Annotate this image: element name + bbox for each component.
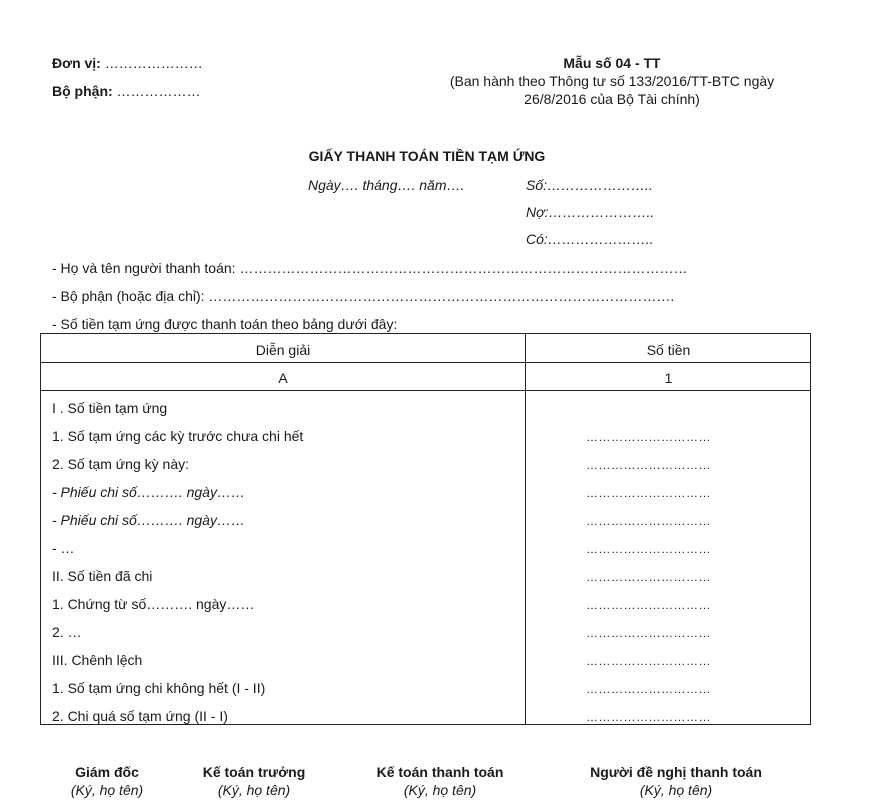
unit-label: Đơn vị:: [52, 55, 101, 71]
signature-note: (Ký, họ tên): [403, 782, 477, 798]
payer-name-field: - Họ và tên người thanh toán: ……………………………………………………………………………………: [52, 260, 688, 276]
page-title: GIẤY THANH TOÁN TIỀN TẠM ỨNG: [308, 148, 546, 164]
signature-title: Kế toán thanh toán: [376, 764, 504, 780]
issued-line-1: (Ban hành theo Thông tư số 133/2016/TT-BTC ngày: [449, 73, 775, 89]
table-row-label: II. Số tiền đã chi: [52, 568, 153, 584]
ref-co: Có:…………………..: [526, 231, 654, 247]
dept-line: [52, 83, 201, 99]
table-intro: - Số tiền tạm ứng được thanh toán theo bảng dưới đây:: [52, 316, 398, 332]
signature-title: Kế toán trưởng: [202, 764, 306, 780]
table-row-label: 2. …: [52, 624, 82, 640]
unit-line: [52, 55, 203, 71]
signature-note: (Ký, họ tên): [217, 782, 291, 798]
table-row-label: 1. Chứng từ số………. ngày……: [52, 596, 255, 612]
table-row-amount: …………………………: [586, 710, 711, 724]
signature-title: Giám đốc: [75, 764, 139, 780]
table-row-amount: …………………………: [586, 542, 711, 556]
signature-note: (Ký, họ tên): [639, 782, 713, 798]
table-row-label: - Phiếu chi số………. ngày……: [52, 484, 245, 500]
dept-dots: ………………: [112, 83, 201, 99]
table-row-amount: …………………………: [586, 682, 711, 696]
signature-title: Người đề nghị thanh toán: [590, 764, 762, 780]
date-line: Ngày…. tháng…. năm….: [308, 177, 465, 193]
settlement-table: [40, 333, 811, 725]
ref-so: Số:…………………..: [526, 177, 653, 193]
table-row-amount: …………………………: [586, 458, 711, 472]
table-row-amount: …………………………: [586, 598, 711, 612]
column-code-amount: 1: [664, 370, 673, 386]
table-row-label: III. Chênh lệch: [52, 652, 143, 668]
table-row-amount: …………………………: [586, 430, 711, 444]
signature-chief-accountant: [178, 764, 330, 798]
column-divider: [525, 334, 526, 724]
signature-payment-accountant: [355, 764, 525, 798]
column-code-description: A: [278, 370, 288, 386]
header-divider: [41, 362, 810, 363]
signature-requester: [566, 764, 786, 798]
signature-director: [42, 764, 172, 798]
form-number: Mẫu số 04 - TT: [563, 55, 661, 71]
table-row-amount: …………………………: [586, 570, 711, 584]
column-header-description: Diễn giải: [255, 342, 311, 358]
dept-label: Bộ phận:: [52, 83, 113, 99]
table-row-amount: …………………………: [586, 486, 711, 500]
table-row-amount: …………………………: [586, 514, 711, 528]
issued-line-2: 26/8/2016 của Bộ Tài chính): [524, 91, 700, 107]
table-row-label: 1. Số tạm ứng các kỳ trước chưa chi hết: [52, 428, 304, 444]
table-row-label: 2. Chi quá số tạm ứng (II - I): [52, 708, 228, 724]
unit-dots: …………………: [100, 55, 203, 71]
ref-no: Nợ:…………………..: [526, 204, 655, 220]
table-row-label: 1. Số tạm ứng chi không hết (I - II): [52, 680, 266, 696]
table-row-amount: …………………………: [586, 626, 711, 640]
code-row-divider: [41, 390, 810, 391]
department-field: - Bộ phận (hoặc địa chỉ): ……………………………………………………………………………………….: [52, 288, 675, 304]
table-row-label: - Phiếu chi số………. ngày……: [52, 512, 245, 528]
column-header-amount: Số tiền: [646, 342, 691, 358]
table-row-label: I . Số tiền tạm ứng: [52, 400, 168, 416]
signature-note: (Ký, họ tên): [70, 782, 144, 798]
table-row-label: 2. Số tạm ứng kỳ này:: [52, 456, 189, 472]
table-row-label: - …: [52, 540, 75, 556]
table-row-amount: …………………………: [586, 654, 711, 668]
